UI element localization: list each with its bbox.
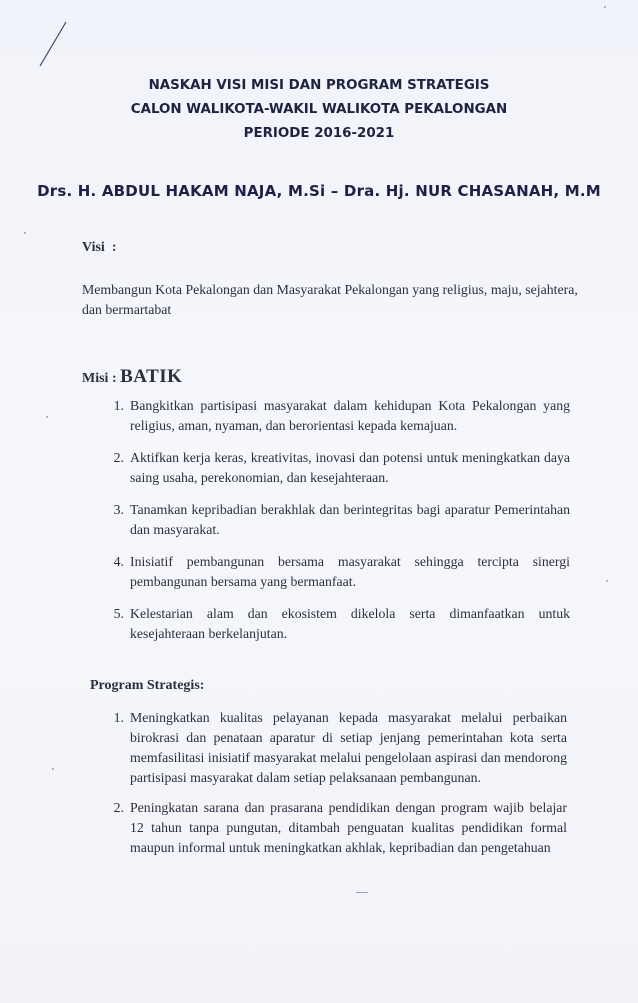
item-text: Meningkatkan kualitas pelayanan kepada masyarakat melalui perbaikan birokrasi dan penataan aparatur di setiap jenjang pemerintahan kota serta memfasilitasi inisiatif masyarakat melalui pengelolaan aspirasi dan mendorong partisipasi masyarakat dalam setiap pelaksanaan pembangunan. [130, 710, 567, 785]
item-number: 4. [113, 554, 124, 569]
list-item [113, 448, 570, 488]
item-text: Kelestarian alam dan ekosistem dikelola serta dimanfaatkan untuk kesejahteraan berkelanjutan. [130, 606, 570, 641]
list-item [113, 604, 570, 644]
list-item [113, 500, 570, 540]
scan-speck [46, 416, 48, 418]
item-number: 5. [113, 606, 124, 621]
visi-statement: Membangun Kota Pekalongan dan Masyarakat Pekalongan yang religius, maju, sejahtera, dan bermartabat [82, 282, 578, 317]
misi-acronym: BATIK [120, 366, 183, 387]
header-line-3: PERIODE 2016-2021 [243, 126, 395, 141]
list-item [113, 396, 570, 436]
item-text: Peningkatan sarana dan prasarana pendidikan dengan program wajib belajar 12 tahun tanpa pungutan, ditambah penguatan kualitas pendidikan formal maupun informal untuk meningkatkan akhlak, kepribadian dan pengetahuan [130, 800, 567, 855]
item-text: Aktifkan kerja keras, kreativitas, inovasi dan potensi untuk meningkatkan daya saing usaha, perekonomian, dan kesejahteraan. [130, 450, 570, 485]
list-item [113, 552, 570, 592]
scan-speck [606, 580, 608, 582]
list-item [113, 708, 567, 788]
candidate-names: Drs. H. ABDUL HAKAM NAJA, M.Si – Dra. Hj. NUR CHASANAH, M.M [37, 182, 601, 200]
header-line-1: NASKAH VISI MISI DAN PROGRAM STRATEGIS [148, 78, 490, 93]
item-text: Tanamkan kepribadian berakhlak dan berintegritas bagi aparatur Pemerintahan dan masyarakat. [130, 502, 570, 537]
item-number: 1. [113, 398, 124, 413]
document-header [0, 74, 638, 146]
misi-heading [82, 366, 182, 388]
item-text: Inisiatif pembangunan bersama masyarakat sehingga tercipta sinergi pembangunan bersama yang bermanfaat. [130, 554, 570, 589]
header-line-2: CALON WALIKOTA-WAKIL WALIKOTA PEKALONGAN [130, 102, 508, 117]
program-heading: Program Strategis: [90, 678, 205, 693]
program-list [113, 708, 567, 868]
scan-speck [604, 6, 606, 8]
pen-stroke-mark [38, 20, 68, 68]
scan-speck [24, 232, 26, 234]
visi-heading: Visi : [82, 240, 117, 255]
item-number: 2. [113, 450, 124, 465]
item-number: 2. [113, 800, 124, 815]
scan-speck [356, 892, 368, 893]
scan-speck [52, 768, 54, 770]
misi-list [113, 396, 570, 656]
list-item [113, 798, 567, 858]
item-number: 3. [113, 502, 124, 517]
item-number: 1. [113, 710, 124, 725]
misi-label: Misi : [82, 371, 121, 386]
item-text: Bangkitkan partisipasi masyarakat dalam kehidupan Kota Pekalongan yang religius, aman, nyaman, dan berorientasi kepada kemajuan. [130, 398, 570, 433]
